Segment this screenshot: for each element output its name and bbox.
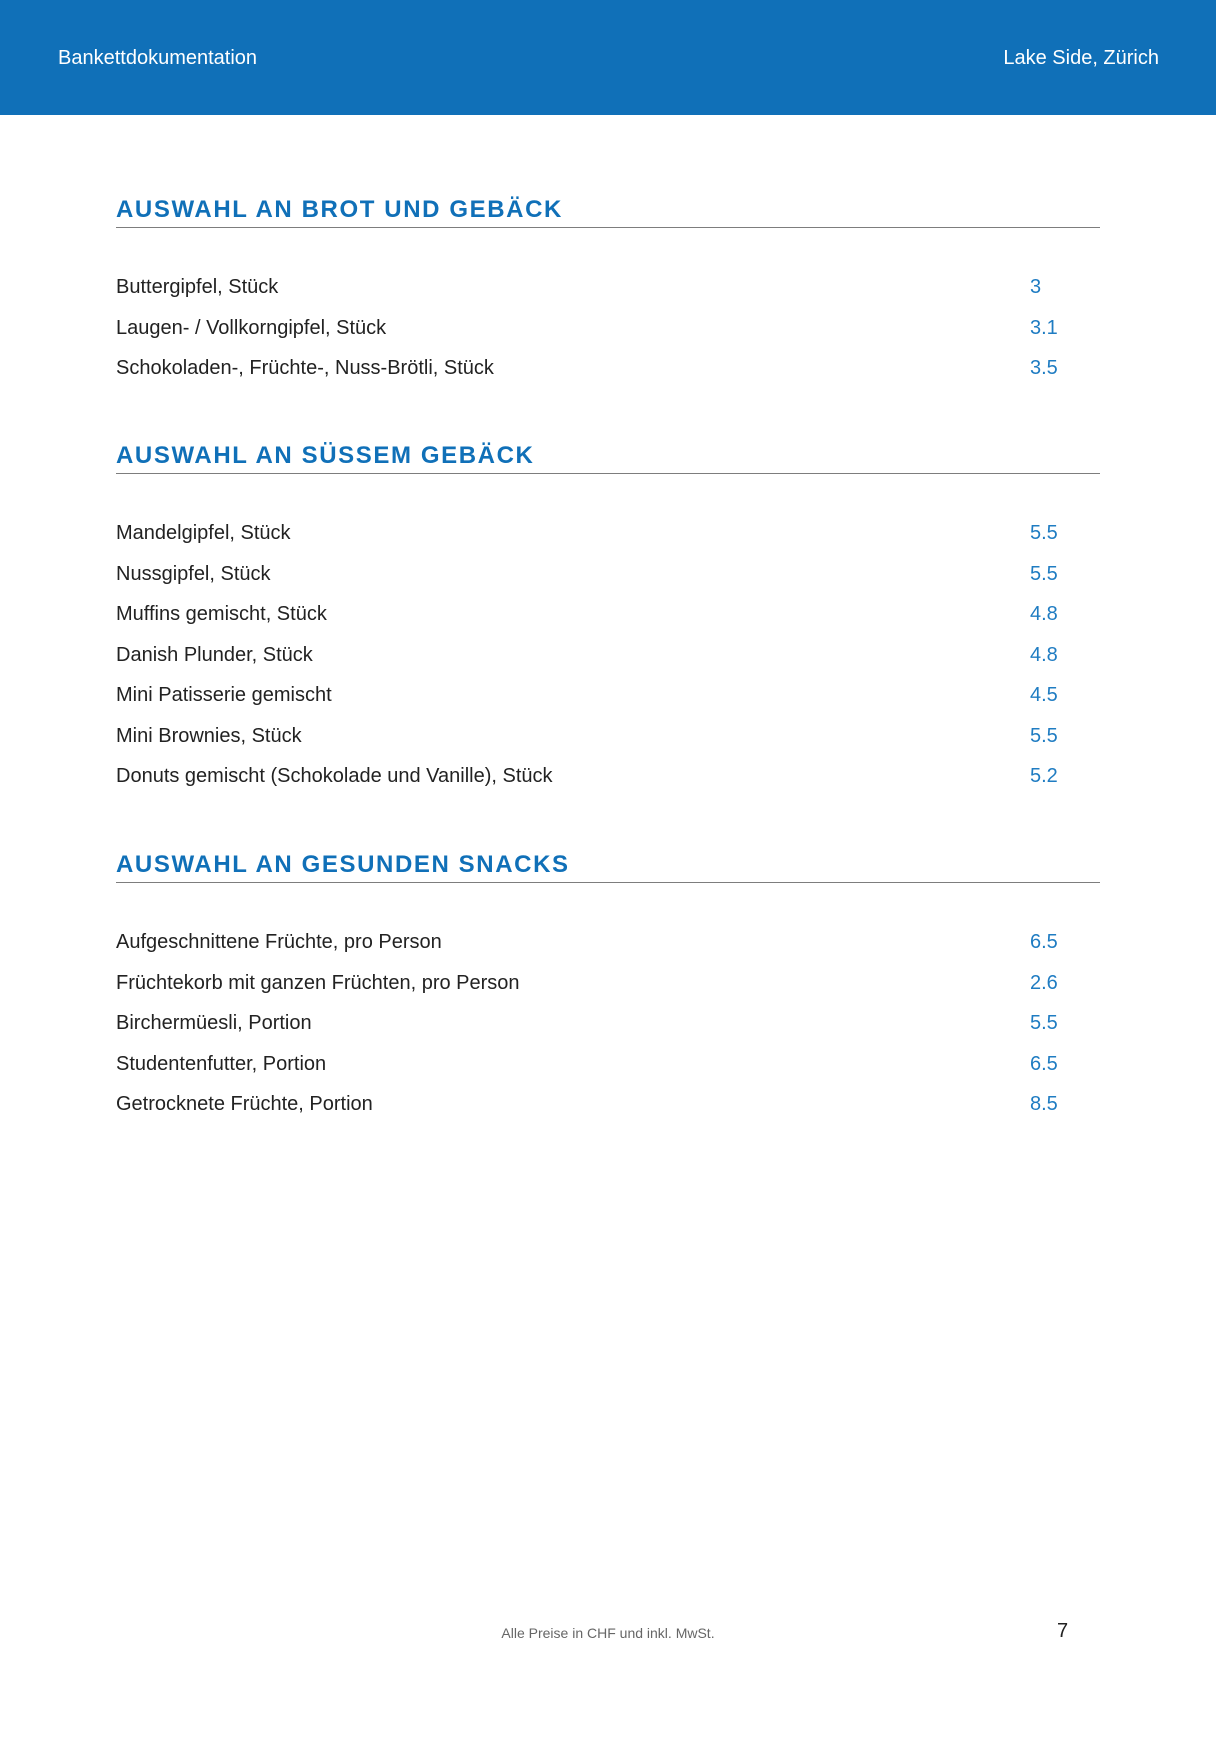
- list-item: [116, 971, 1100, 1012]
- item-name: Früchtekorb mit ganzen Früchten, pro Person: [116, 971, 520, 994]
- item-price: 5.5: [1030, 724, 1058, 747]
- item-price: 8.5: [1030, 1093, 1058, 1115]
- list-item: [116, 562, 1100, 603]
- item-name: Mini Brownies, Stück: [116, 724, 302, 747]
- item-name: Laugen- / Vollkorngipfel, Stück: [116, 316, 387, 339]
- item-name: Donuts gemischt (Schokolade und Vanille), Stück: [116, 765, 553, 787]
- item-price: 5.2: [1030, 765, 1058, 787]
- page-number: 7: [1057, 1620, 1069, 1642]
- item-name: Mini Patisserie gemischt: [116, 684, 332, 706]
- item-name: Aufgeschnittene Früchte, pro Person: [116, 931, 442, 953]
- section-title: AUSWAHL AN BROT UND GEBÄCK: [116, 195, 1100, 228]
- list-item: [116, 602, 1100, 643]
- section-bread-pastry: [116, 195, 1100, 397]
- item-name: Nussgipfel, Stück: [116, 562, 271, 585]
- item-price: 6.5: [1030, 1052, 1058, 1075]
- item-name: Muffins gemischt, Stück: [116, 603, 327, 625]
- item-list: [116, 521, 1100, 805]
- list-item: [116, 643, 1100, 684]
- item-price: 3.1: [1030, 316, 1058, 339]
- list-item: [116, 521, 1100, 562]
- item-list: [116, 930, 1100, 1133]
- section-sweet-pastry: [116, 441, 1100, 805]
- page-header: [0, 0, 1216, 115]
- list-item: [116, 316, 1100, 357]
- section-title: AUSWAHL AN SÜSSEM GEBÄCK: [116, 441, 1100, 474]
- list-item: [116, 1052, 1100, 1093]
- item-name: Mandelgipfel, Stück: [116, 522, 291, 544]
- item-price: 4.8: [1030, 643, 1058, 666]
- item-price: 2.6: [1030, 971, 1058, 994]
- item-name: Studentenfutter, Portion: [116, 1052, 327, 1075]
- item-price: 3.5: [1030, 357, 1058, 379]
- document-title: Bankettdokumentation: [58, 47, 258, 69]
- list-item: [116, 275, 1100, 316]
- item-price: 5.5: [1030, 562, 1058, 585]
- item-name: Schokoladen-, Früchte-, Nuss-Brötli, Stück: [116, 357, 494, 379]
- list-item: [116, 1092, 1100, 1133]
- list-item: [116, 724, 1100, 765]
- item-name: Birchermüesli, Portion: [116, 1012, 312, 1034]
- section-title: AUSWAHL AN GESUNDEN SNACKS: [116, 850, 1100, 883]
- item-price: 6.5: [1030, 931, 1058, 953]
- list-item: [116, 356, 1100, 397]
- location-label: Lake Side, Zürich: [1003, 47, 1159, 69]
- list-item: [116, 930, 1100, 971]
- item-list: [116, 275, 1100, 397]
- item-name: Danish Plunder, Stück: [116, 643, 313, 666]
- item-price: 4.8: [1030, 603, 1058, 625]
- item-price: 3: [1030, 276, 1042, 298]
- list-item: [116, 683, 1100, 724]
- list-item: [116, 764, 1100, 805]
- footer-note: Alle Preise in CHF und inkl. MwSt.: [501, 1625, 715, 1641]
- item-name: Buttergipfel, Stück: [116, 276, 279, 298]
- item-price: 4.5: [1030, 684, 1058, 706]
- item-name: Getrocknete Früchte, Portion: [116, 1093, 373, 1115]
- item-price: 5.5: [1030, 522, 1058, 544]
- item-price: 5.5: [1030, 1012, 1058, 1034]
- list-item: [116, 1011, 1100, 1052]
- section-healthy-snacks: [116, 850, 1100, 1133]
